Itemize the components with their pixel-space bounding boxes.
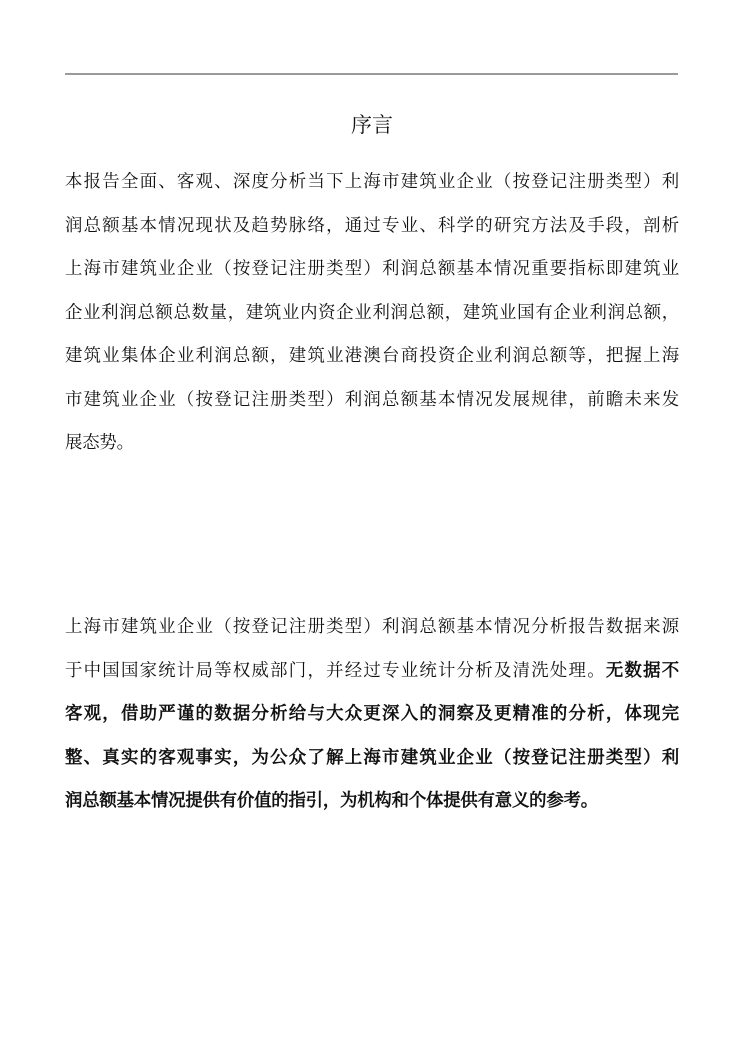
text-line: 企业利润总额总数量，建筑业内资企业利润总额，建筑业国有企业利润总额， xyxy=(65,302,679,323)
data-source-paragraph xyxy=(65,606,679,824)
text-line: 本报告全面、客观、深度分析当下上海市建筑业企业（按登记注册类型）利 xyxy=(65,172,679,192)
bold-text-line: 润总额基本情况提供有价值的指引，为机构和个体提供有意义的参考。 xyxy=(65,791,598,811)
text-line: 展态势。 xyxy=(65,433,134,453)
text-line: 上海市建筑业企业（按登记注册类型）利润总额基本情况分析报告数据来源 xyxy=(65,617,679,637)
text-line: 市建筑业企业（按登记注册类型）利润总额基本情况发展规律，前瞻未来发 xyxy=(65,389,679,410)
text-line-mixed xyxy=(65,650,679,694)
intro-paragraph xyxy=(65,161,679,466)
bold-text-line: 整、真实的客观事实，为公众了解上海市建筑业企业（按登记注册类型）利 xyxy=(65,747,679,768)
text-line: 上海市建筑业企业（按登记注册类型）利润总额基本情况重要指标即建筑业 xyxy=(65,259,679,279)
normal-text: 于中国国家统计局等权威部门，并经过专业统计分析及清洗处理。 xyxy=(65,660,606,681)
page-title: 序言 xyxy=(351,113,393,137)
header-rule xyxy=(65,73,678,75)
bold-text: 无数据不 xyxy=(605,660,679,681)
text-line: 润总额基本情况现状及趋势脉络，通过专业、科学的研究方法及手段，剖析 xyxy=(65,215,679,236)
text-line: 建筑业集体企业利润总额，建筑业港澳台商投资企业利润总额等，把握上海 xyxy=(65,346,679,366)
bold-text-line: 客观，借助严谨的数据分析给与大众更深入的洞察及更精准的分析，体现完 xyxy=(65,704,679,724)
